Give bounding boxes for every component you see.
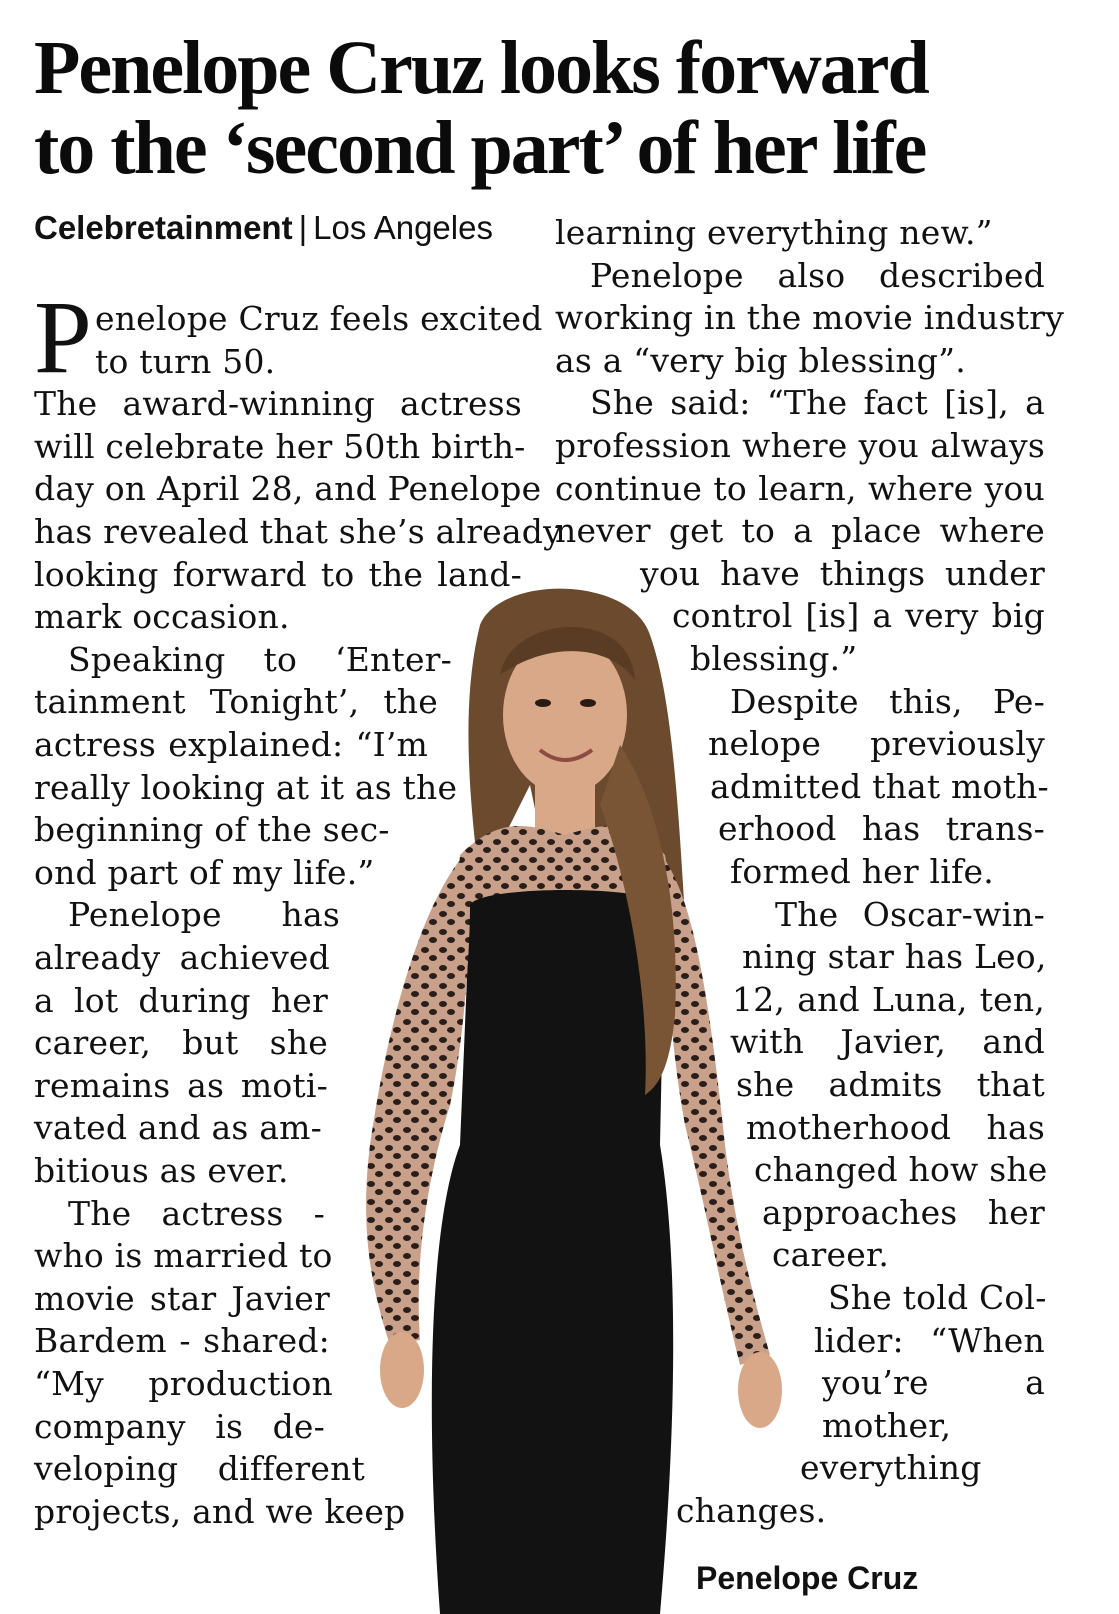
article-line: “My production bbox=[34, 1364, 333, 1403]
article-line: tainment Tonight’, the bbox=[34, 682, 438, 722]
article-line: you have things under bbox=[640, 553, 1045, 593]
article-line: to turn 50. bbox=[95, 341, 276, 381]
article-line: The award-winning actress bbox=[34, 384, 522, 424]
article-line: blessing.” bbox=[690, 639, 858, 678]
article-line: with Javier, and bbox=[730, 1022, 1045, 1062]
article-line: continue to learn, where you bbox=[555, 468, 1045, 508]
article-line: career, but she bbox=[34, 1023, 328, 1063]
article-line: everything bbox=[800, 1448, 982, 1488]
article-line: you’re a bbox=[822, 1363, 1045, 1403]
article-line: 12, and Luna, ten, bbox=[732, 979, 1045, 1019]
photo-caption: Penelope Cruz bbox=[696, 1560, 919, 1596]
article-line: movie star Javier bbox=[34, 1278, 330, 1318]
article-line: approaches her bbox=[762, 1192, 1045, 1232]
article-line: learning everything new.” bbox=[555, 213, 993, 252]
article-line: beginning of the sec- bbox=[34, 810, 390, 850]
dateline bbox=[34, 208, 493, 248]
article-line: company is de- bbox=[34, 1406, 325, 1446]
article-line: profession where you always bbox=[555, 426, 1045, 465]
article-line: enelope Cruz feels excited bbox=[95, 299, 543, 338]
article-line: Bardem - shared: bbox=[34, 1321, 330, 1361]
article-line: working in the movie industry bbox=[555, 298, 1065, 338]
article-line: changed how she bbox=[754, 1150, 1048, 1190]
article-line: bitious as ever. bbox=[34, 1151, 289, 1190]
article-line: projects, and we keep bbox=[34, 1491, 406, 1531]
article-line: She told Col- bbox=[828, 1278, 1047, 1317]
article-line: Penelope has bbox=[68, 895, 340, 935]
headline-line-1: Penelope Cruz looks forward bbox=[34, 26, 928, 110]
article-line: remains as moti- bbox=[34, 1065, 328, 1105]
article-line: she admits that bbox=[736, 1065, 1045, 1104]
article-line: She said: “The fact [is], a bbox=[590, 383, 1045, 423]
article-line: motherhood has bbox=[746, 1107, 1045, 1147]
headline bbox=[34, 28, 1034, 188]
article-line: already achieved bbox=[34, 938, 330, 977]
article-line: ning star has Leo, bbox=[742, 937, 1047, 977]
article-line: really looking at it as the bbox=[34, 767, 458, 807]
article-line: Speaking to ‘Enter- bbox=[68, 639, 452, 679]
article-line: changes. bbox=[676, 1491, 827, 1530]
article-line: as a “very big blessing”. bbox=[555, 340, 966, 380]
article-line: Penelope also described bbox=[590, 255, 1045, 295]
article-line: ond part of my life.” bbox=[34, 852, 375, 892]
article-line: who is married to bbox=[34, 1236, 333, 1276]
article-line: mark occasion. bbox=[34, 597, 290, 637]
byline-separator: | bbox=[298, 209, 308, 246]
dress-shape bbox=[432, 890, 673, 1614]
drop-cap: P bbox=[34, 280, 92, 395]
article-line: admitted that moth- bbox=[710, 766, 1049, 806]
location: Los Angeles bbox=[313, 209, 493, 246]
article-line: lider: “When bbox=[814, 1320, 1045, 1360]
article-line: looking forward to the land- bbox=[34, 554, 522, 594]
article-line: mother, bbox=[822, 1405, 952, 1445]
article-line: vated and as am- bbox=[34, 1108, 322, 1148]
article-line: career. bbox=[772, 1235, 890, 1275]
article-line: day on April 28, and Penelope bbox=[34, 469, 542, 509]
article-line: actress explained: “I’m bbox=[34, 725, 428, 764]
article-line: control [is] a very big bbox=[672, 596, 1045, 636]
article-line: has revealed that she’s already bbox=[34, 512, 562, 551]
article-line: never get to a place where bbox=[555, 511, 1045, 551]
article-line: will celebrate her 50th birth- bbox=[34, 426, 526, 466]
article-line: formed her life. bbox=[730, 852, 994, 891]
article-line: erhood has trans- bbox=[718, 809, 1045, 849]
article-line: veloping different bbox=[34, 1449, 365, 1489]
article-line: The Oscar-win- bbox=[775, 894, 1045, 934]
article-line: The actress - bbox=[68, 1193, 325, 1233]
article-line: a lot during her bbox=[34, 980, 328, 1020]
byline: Celebretainment bbox=[34, 209, 293, 246]
headline-line-2: to the ‘second part’ of her life bbox=[34, 106, 926, 190]
article-line: Despite this, Pe- bbox=[730, 681, 1045, 721]
article-line: nelope previously bbox=[708, 724, 1045, 764]
